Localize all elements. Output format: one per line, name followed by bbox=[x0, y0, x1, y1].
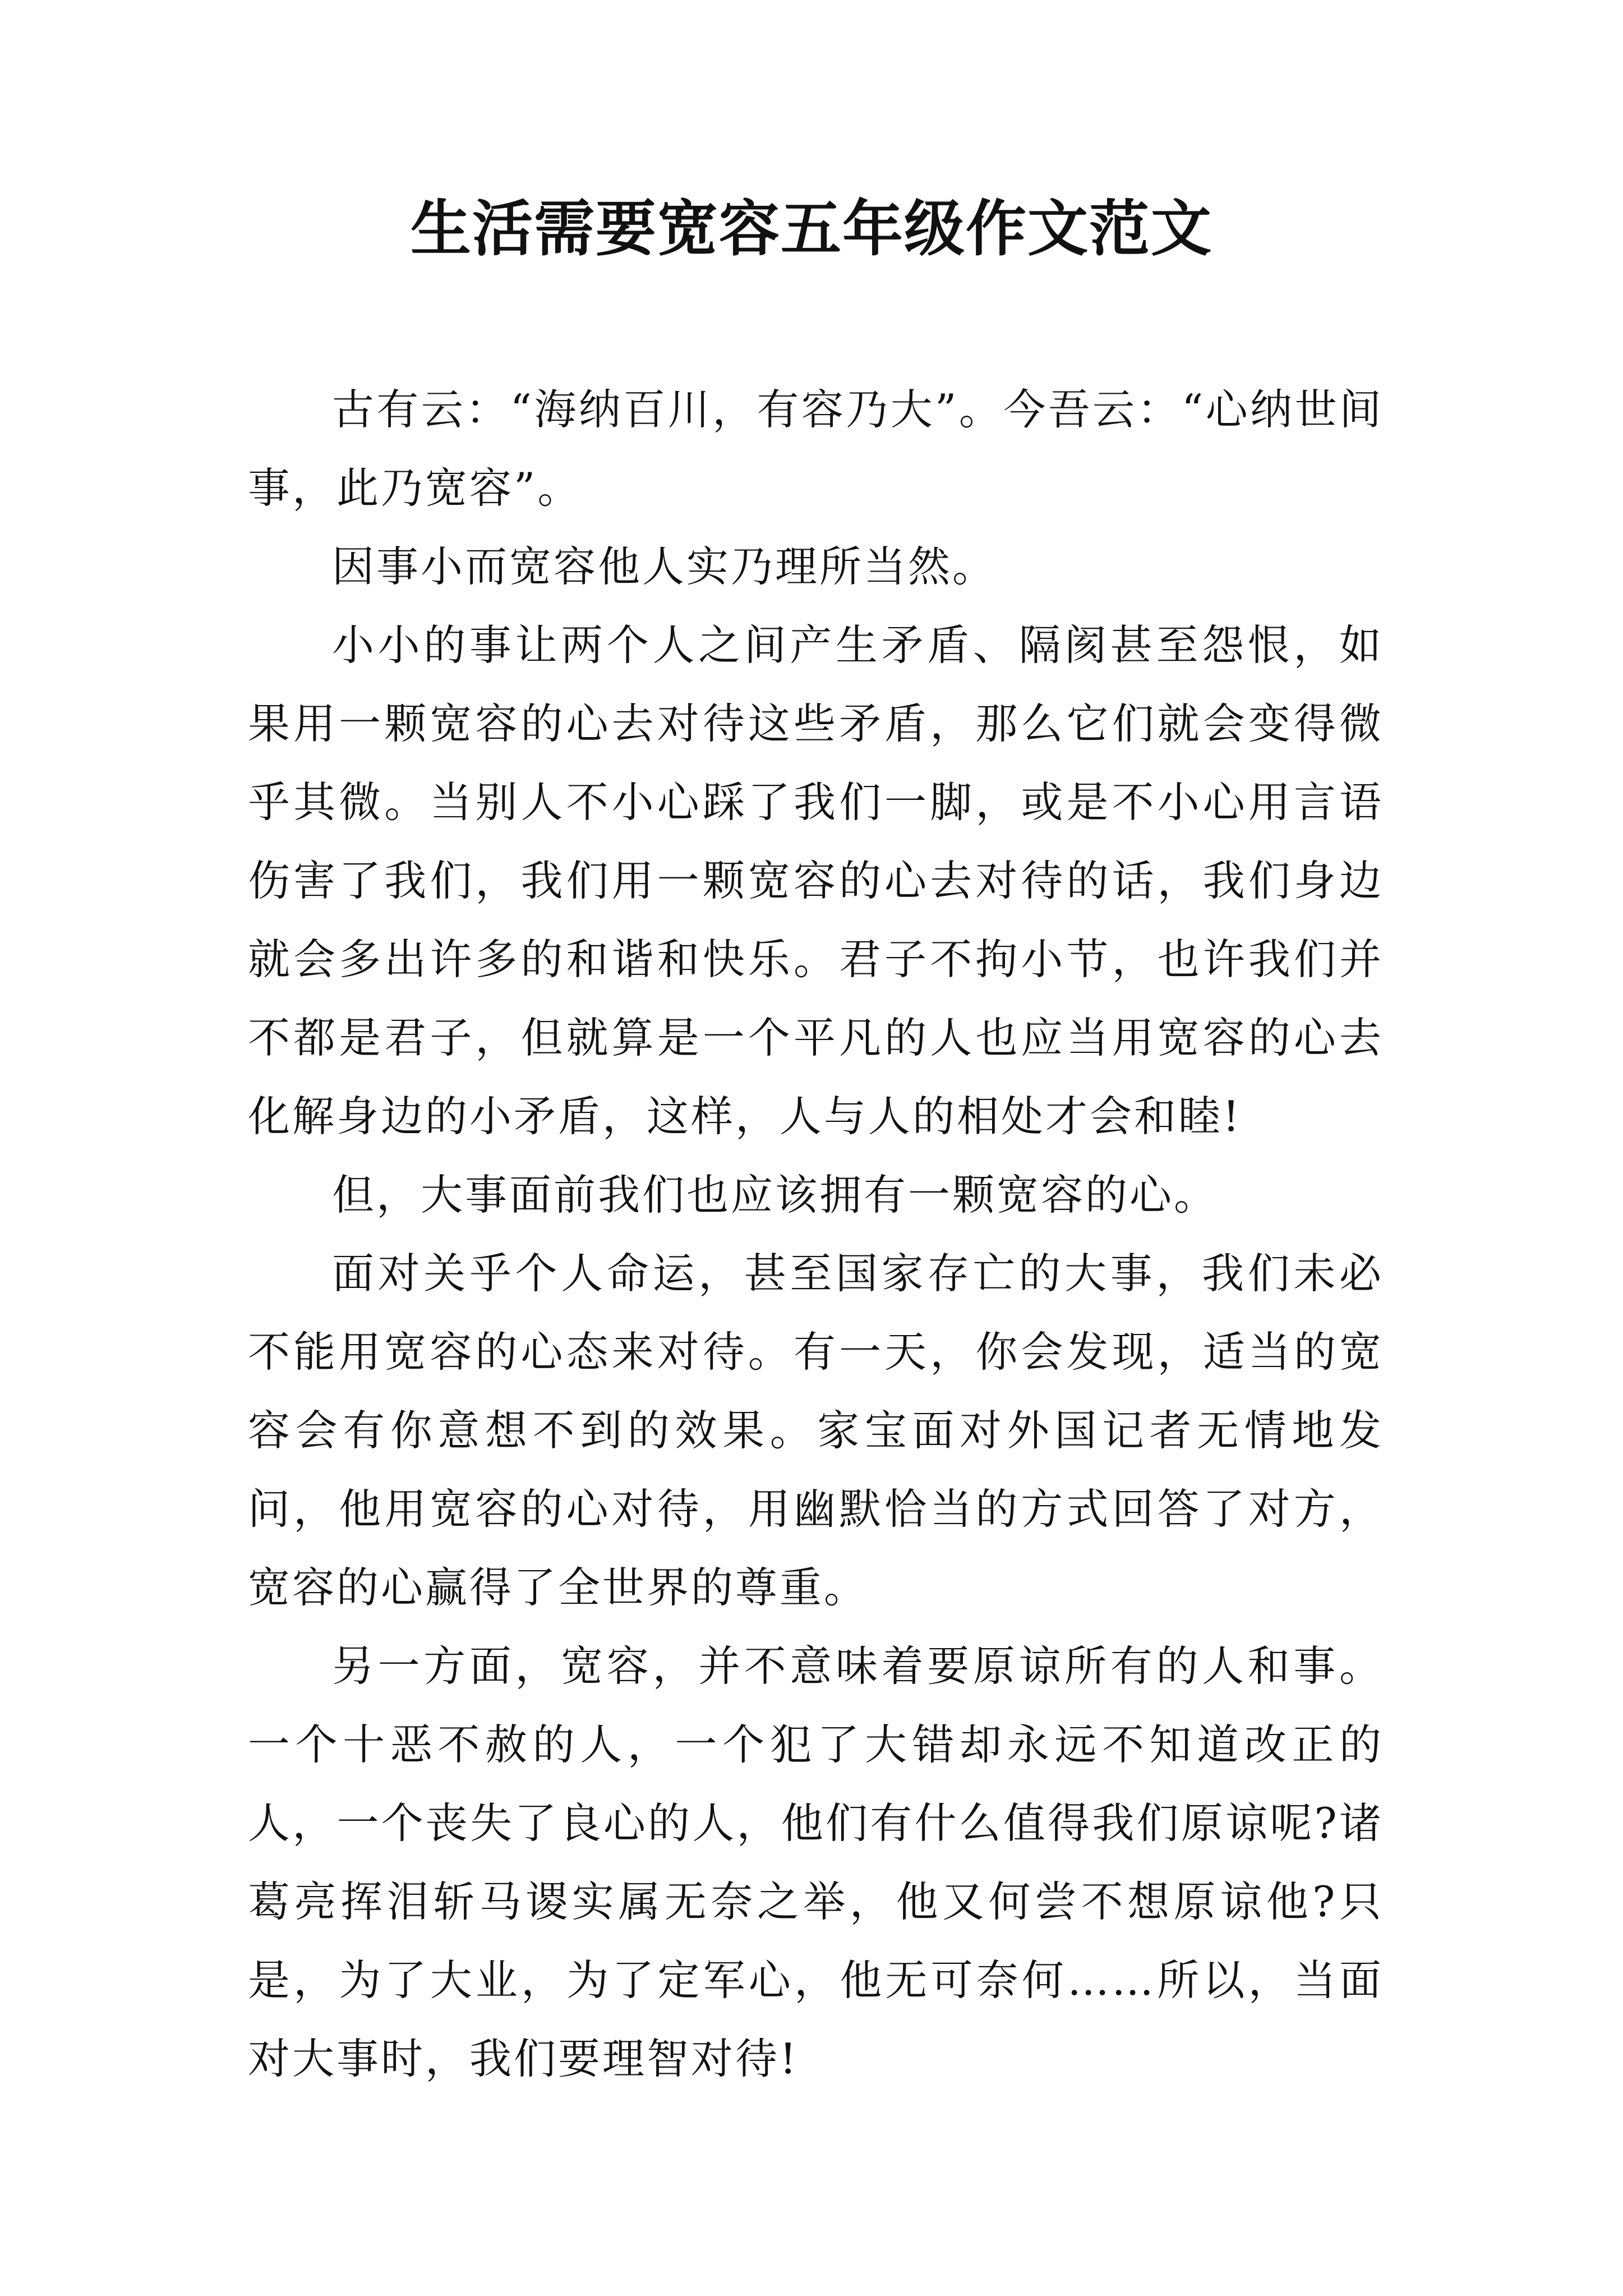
document-title: 生活需要宽容五年级作文范文 bbox=[410, 194, 1212, 264]
paragraph-small-matters-detail: 小小的事让两个人之间产生矛盾、隔阂甚至怨恨，如果用一颗宽容的心去对待这些矛盾，那么它们就会变得微乎其微。当别人不小心踩了我们一脚，或是不小心用言语伤害了我们，我们用一颗宽容的心去对待的话，我们身边就会多出许多的和谐和快乐。君子不拘小节，也许我们并不都是君子，但就算是一个平凡的人也应当用宽容的心去化解身边的小矛盾，这样，人与人的相处才会和睦! bbox=[248, 620, 1384, 1141]
paragraph-big-matters: 但，大事面前我们也应该拥有一颗宽容的心。 bbox=[332, 1170, 1219, 1220]
paragraph-big-matters-detail: 面对关乎个人命运，甚至国家存亡的大事，我们未必不能用宽容的心态来对待。有一天，你会发现，适当的宽容会有你意想不到的效果。家宝面对外国记者无情地发问，他用宽容的心对待，用幽默恰当的方式回答了对方，宽容的心赢得了全世界的尊重。 bbox=[248, 1249, 1384, 1612]
paragraph-small-matters: 因事小而宽容他人实乃理所当然。 bbox=[332, 542, 997, 591]
paragraph-intro: 古有云：“海纳百川，有容乃大”。今吾云：“心纳世间事，此乃宽容”。 bbox=[248, 385, 1384, 513]
document-body bbox=[248, 370, 1384, 2098]
paragraph-limits-of-tolerance: 另一方面，宽容，并不意味着要原谅所有的人和事。一个十恶不赦的人，一个犯了大错却永远不知道改正的人，一个丧失了良心的人，他们有什么值得我们原谅呢?诸葛亮挥泪斩马谡实属无奈之举，他又何尝不想原谅他?只是，为了大业，为了定军心，他无可奈何……所以，当面对大事时，我们要理智对待! bbox=[248, 1641, 1384, 2083]
